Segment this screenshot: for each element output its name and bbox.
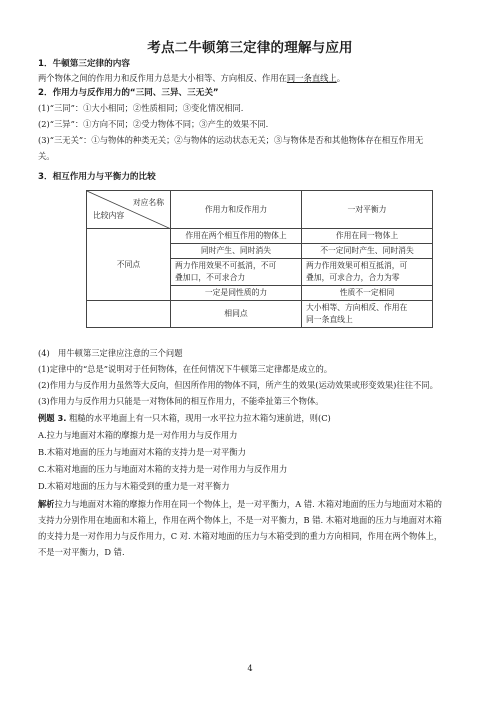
section-4-heading: (4) 用牛顿第三定律应注意的三个问题 (38, 348, 183, 358)
section-2-line-3a: (3)“三无关”：①与物体的种类无关；②与物体的运动状态无关；③与物体是否和其他物体存在相互作用无 (38, 135, 424, 145)
table-col-header-2: 一对平衡力 (302, 191, 433, 229)
example-label: 例题 3. (38, 413, 67, 423)
table-cell-empty (87, 301, 171, 328)
analysis-line-1 (38, 499, 466, 510)
section-2-heading: 2．作用力与反作用力的“三同、三异、三无关” (38, 88, 219, 98)
table-same-label: 相同点 (171, 301, 302, 328)
example-question (38, 413, 466, 424)
analysis-label: 解析 (38, 499, 55, 509)
table-cell: 作用在同一物体上 (302, 229, 433, 244)
example-question-text: 粗糙的水平地面上有一只木箱，现用一水平拉力拉木箱匀速前进，则(C) (69, 413, 331, 423)
diag-header-top: 对应名称 (132, 198, 164, 207)
table-cell-line: 叠加口，不可求合力 (175, 273, 246, 282)
option-b: B.木箱对地面的压力与地面对木箱的支持力是一对平衡力 (38, 447, 246, 457)
option-c: C.木箱对地面的压力与地面对木箱的支持力是一对作用力与反作用力 (38, 464, 288, 474)
section-2-line-3b: 关。 (38, 151, 55, 161)
table-row (87, 229, 433, 244)
section-1-underlined: 同一条直线上 (286, 73, 337, 83)
diag-header-bottom: 比较内容 (93, 211, 125, 220)
section-1-text (38, 73, 466, 84)
table-cell: 作用在两个相互作用的物体上 (171, 229, 302, 244)
table-header-row (87, 191, 433, 229)
analysis-line-2: 支持力分别作用在地面和木箱上，作用在两个物体上，不是一对平衡力，B 错. 木箱对地面的压力与地面对木箱 (38, 515, 442, 525)
table-diagonal-header (87, 191, 171, 229)
section-3-heading: 3．相互作用力与平衡力的比较 (38, 172, 156, 182)
section-4-line-2: (2)作用力与反作用力虽然等大反向，但因所作用的物体不同，所产生的效果(运动效果或形变效果)往往不同。 (38, 380, 438, 390)
page-number: 4 (247, 663, 253, 673)
table-cell: 同时产生、同时消失 (171, 244, 302, 259)
table-diff-label: 不同点 (87, 229, 171, 301)
table-cell-line: 两力作用效果可相互抵消，可 (306, 261, 408, 270)
section-1-text-b: 。 (336, 73, 346, 83)
section-4-line-3: (3)作用力与反作用力只能是一对物体间的相互作用力，不能牵扯第三个物体。 (38, 396, 324, 406)
table-cell (302, 259, 433, 286)
table-row (87, 301, 433, 328)
table-cell-line: 两力作用效果不可抵消，不可 (175, 261, 277, 270)
option-d: D.木箱对地面的压力与木箱受到的重力是一对平衡力 (38, 481, 230, 491)
section-2-line-2: (2)“三异”：①方向不同；②受力物体不同；③产生的效果不同. (38, 119, 269, 129)
comparison-table (86, 190, 433, 328)
analysis-text-1: 拉力与地面对木箱的摩擦力作用在同一个物体上，是一对平衡力，A 错. 木箱对地面的压力与地面对木箱的 (54, 499, 442, 509)
section-1-text-a: 两个物体之间的作用力和反作用力总是大小相等、方向相反、作用在 (38, 73, 287, 83)
page-title: 考点二牛顿第三定律的理解与应用 (147, 40, 353, 56)
analysis-line-3: 的支持力是一对作用力与反作用力，C 对. 木箱对地面的压力与木箱受到的重力方向相同，作用在两个物体上， (38, 531, 443, 541)
section-2-line-1: (1)“三同”：①大小相同；②性质相同；③变化情况相同. (38, 103, 244, 113)
table-cell: 一定是同性质的力 (171, 286, 302, 301)
table-col-header-1: 作用力和反作用力 (171, 191, 302, 229)
table-cell (302, 301, 433, 328)
table-cell: 不一定同时产生、同时消失 (302, 244, 433, 259)
section-4-line-1: (1)定律中的“总是”说明对于任何物体，在任何情况下牛顿第三定律都是成立的。 (38, 364, 333, 374)
option-a: A.拉力与地面对木箱的摩擦力是一对作用力与反作用力 (38, 430, 238, 440)
table-cell (171, 259, 302, 286)
table-cell-line: 大小相等、方向相反、作用在 (306, 303, 408, 312)
section-1-heading: 1．牛顿第三定律的内容 (38, 59, 130, 69)
table-cell: 性质不一定相同 (302, 286, 433, 301)
analysis-line-4: 不是一对平衡力，D 错. (38, 547, 125, 557)
table-cell-line: 同一条直线上 (306, 315, 353, 324)
table-cell-line: 叠加，可求合力，合力为零 (306, 273, 400, 282)
